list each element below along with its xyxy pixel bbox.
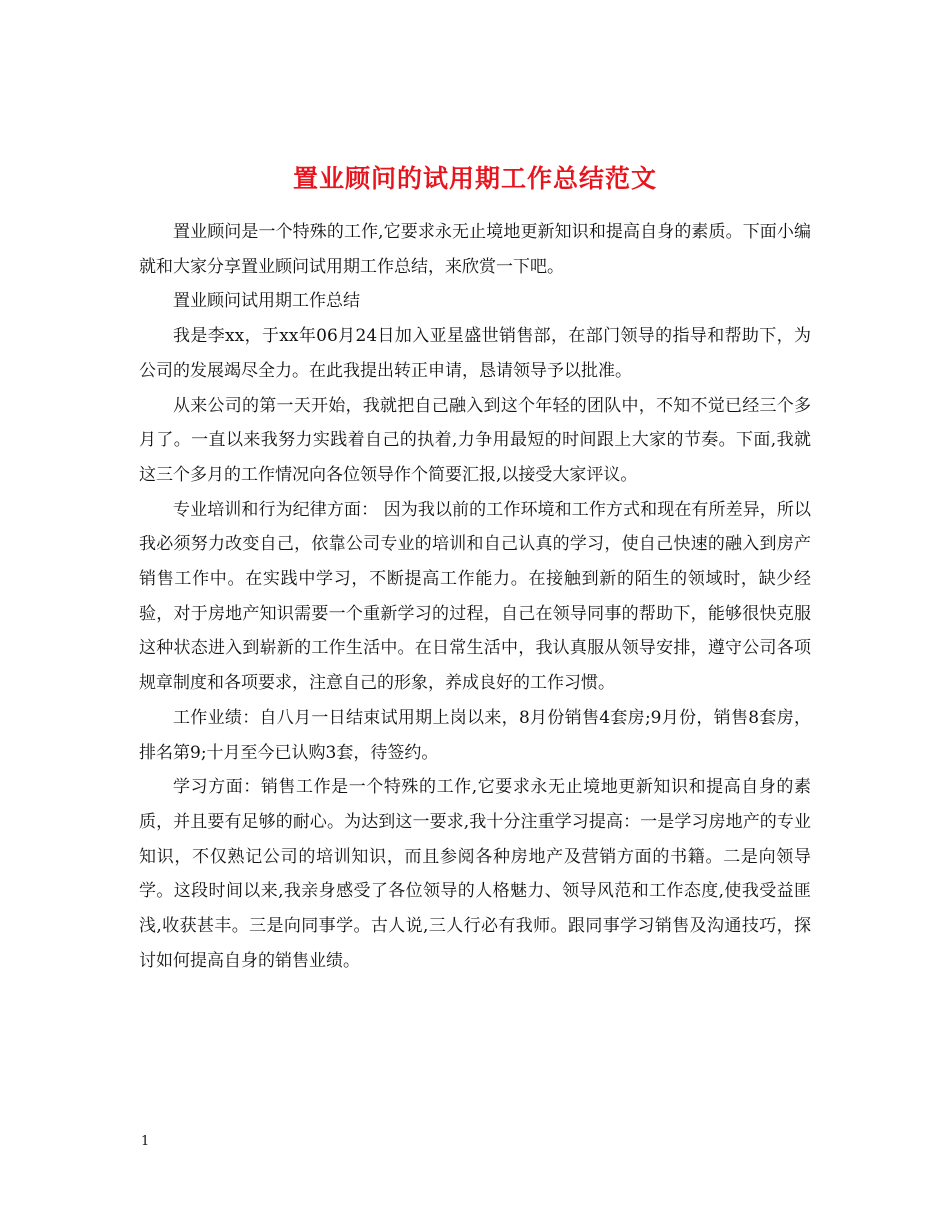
paragraph-learning: 学习方面：销售工作是一个特殊的工作,它要求永无止境地更新知识和提高自身的素质，并且要有足够的耐心。为达到这一要求,我十分注重学习提高：一是学习房地产的专业知识，不仅熟记公司的培训知识，而且参阅各种房地产及营销方面的书籍。二是向领导学。这段时间以来,我亲身感受了各位领导的人格魅力、领导风范和工作态度,使我受益匪浅,收获甚丰。三是向同事学。古人说,三人行必有我师。跟同事学习销售及沟通技巧，探讨如何提高自身的销售业绩。	[139, 777, 811, 971]
document-body	[139, 215, 811, 978]
document-title: 置业顾问的试用期工作总结范文	[292, 163, 657, 193]
paragraph-training: 专业培训和行为纪律方面： 因为我以前的工作环境和工作方式和现在有所差异，所以我必须努力改变自己，依靠公司专业的培训和自己认真的学习，使自己快速的融入到房产销售工作中。在实践中学习，不断提高工作能力。在接触到新的陌生的领域时，缺少经验，对于房地产知识需要一个重新学习的过程，自己在领导同事的帮助下，能够很快克服这种状态进入到崭新的工作生活中。在日常生活中，我认真服从领导安排，遵守公司各项规章制度和各项要求，注意自己的形象，养成良好的工作习惯。	[139, 499, 811, 694]
paragraph-performance: 工作业绩：自八月一日结束试用期上岗以来，8月份销售4套房;9月份，销售8套房，排名第9;十月至今已认购3套，待签约。	[139, 707, 811, 763]
paragraph-subtitle: 置业顾问试用期工作总结	[173, 291, 360, 312]
paragraph-intro: 置业顾问是一个特殊的工作,它要求永无止境地更新知识和提高自身的素质。下面小编就和大家分享置业顾问试用期工作总结，来欣赏一下吧。	[139, 222, 811, 277]
page-number: 1	[141, 1134, 150, 1149]
paragraph-self-intro: 我是李xx，于xx年06月24日加入亚星盛世销售部，在部门领导的指导和帮助下，为公司的发展竭尽全力。在此我提出转正申请，恳请领导予以批准。	[139, 326, 811, 381]
paragraph-team: 从来公司的第一天开始，我就把自己融入到这个年轻的团队中，不知不觉已经三个多月了。一直以来我努力实践着自己的执着,力争用最短的时间跟上大家的节奏。下面,我就这三个多月的工作情况向各位领导作个简要汇报,以接受大家评议。	[139, 395, 811, 485]
